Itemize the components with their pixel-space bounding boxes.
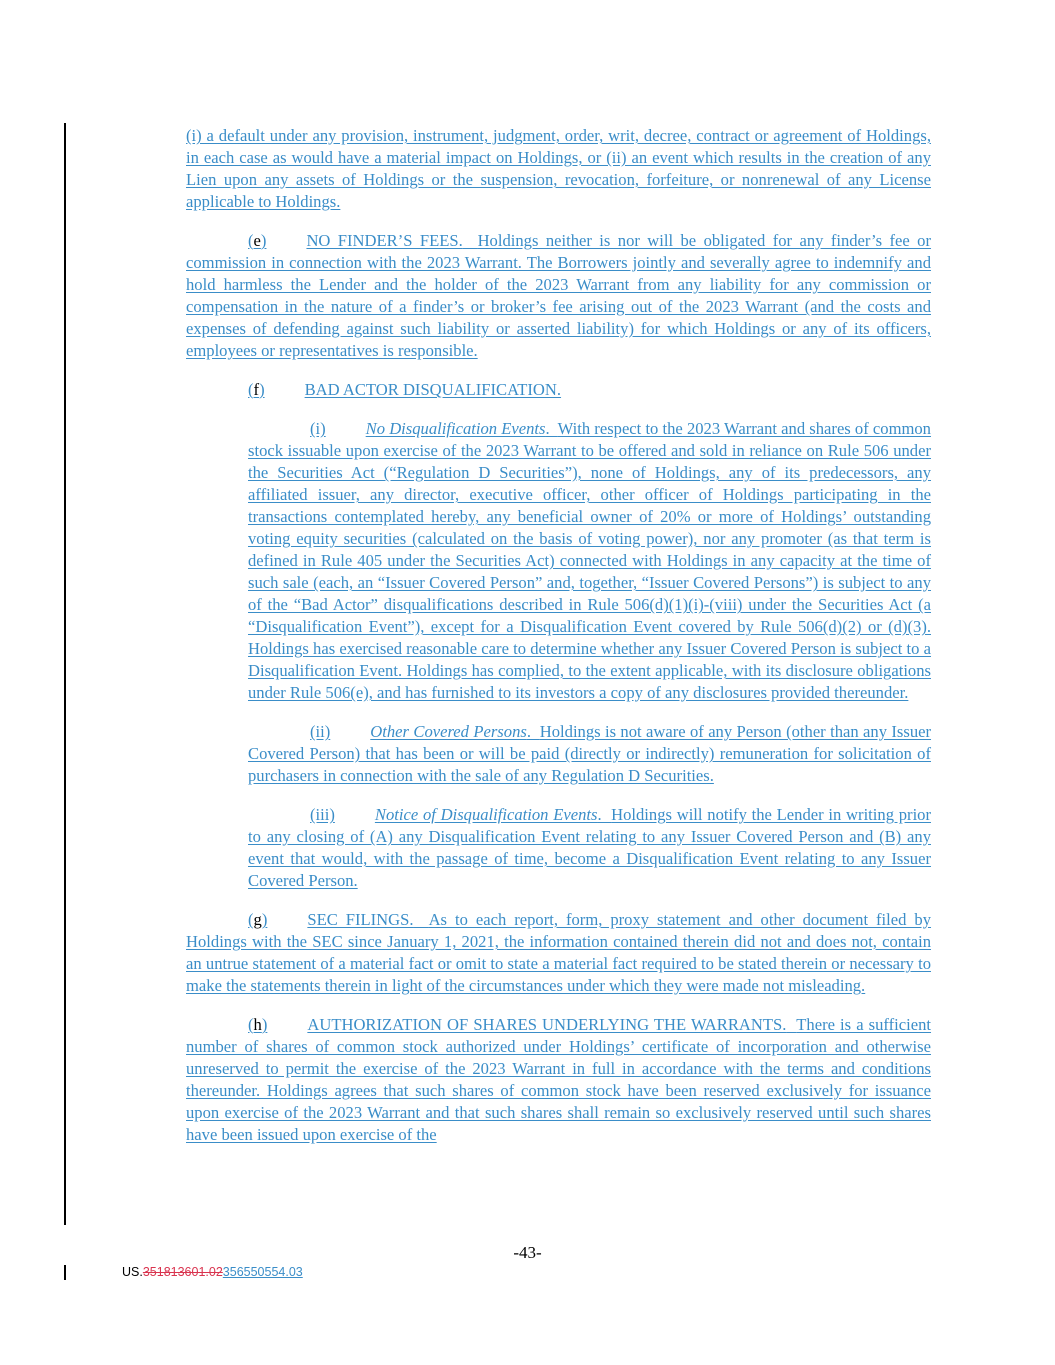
subsection-title: Notice of Disqualification Events xyxy=(374,805,598,824)
section-e xyxy=(186,230,931,362)
section-f-heading: BAD ACTOR DISQUALIFICATION. xyxy=(304,380,562,399)
subsection-text: Holdings is not aware of any Person (other than any Issuer Covered Person) that has been or will be paid (directly or indirectly) remuneration for solicitation of purchasers in connection with the sale of any Regulation D Securities. xyxy=(248,722,932,785)
section-e-heading: NO FINDER’S FEES. xyxy=(306,231,463,250)
subsection-title: Other Covered Persons xyxy=(370,722,527,741)
doc-id-prefix: US. xyxy=(122,1265,143,1279)
page-number: -43- xyxy=(513,1243,542,1262)
subsection-text: Holdings will notify the Lender in writing prior to any closing of (A) any Disqualification Event relating to any Issuer Covered Person and (B) any event that would, with the passage of time, become a Disqualification Event relating to any Issuer Covered Person. xyxy=(248,805,931,890)
section-h-heading: AUTHORIZATION OF SHARES UNDERLYING THE WARRANTS. xyxy=(307,1015,787,1034)
subsection-f-i: (i) No Disqualification Events. With respect to the 2023 Warrant and shares of common stock issuable upon exercise of the 2023 Warrant to be offered and sold in reliance on Rule 506 under the Securities Act (“Regulation D Securities”), none of Holdings, any of its predecessors, any affiliated issuer, any director, executive officer, other officer of Holdings participating in the transactions contemplated hereby, any beneficial owner of 20% or more of Holdings’ outstanding voting equity securities (calculated on the basis of voting power), nor any promoter (as that term is defined in Rule 405 under the Securities Act) connected with Holdings in any capacity at the time of such sale (each, an “Issuer Covered Person” and, together, “Issuer Covered Persons”) is subject to any of the “Bad Actor” disqualifications described in Rule 506(d)(1)(i)-(viii) under the Securities Act (a “Disqualification Event”), except for a Disqualification Event covered by Rule 506(d)(2) or (d)(3). Holdings has exercised reasonable care to determine whether any Issuer Covered Person is subject to a Disqualification Event. Holdings has complied, to the extent applicable, with its disclosure obligations under Rule 506(e), and has furnished to its investors a copy of any disclosures provided thereunder. xyxy=(248,419,931,702)
section-e-text: Holdings neither is nor will be obligated for any finder’s fee or commission in connection with the 2023 Warrant. The Borrowers jointly and severally agree to indemnify and hold harmless the Lender and the holder of the 2023 Warrant from any liability for any commission or compensation in the nature of a finder’s or broker’s fee arising out of the 2023 Warrant (and the costs and expenses of defending against such liability or asserted liability) for which Holdings or any of its officers, employees or representatives is responsible. xyxy=(186,231,932,360)
section-g-label: (g) xyxy=(248,910,268,929)
subsection-label: (ii) xyxy=(310,722,331,741)
change-bar xyxy=(64,123,66,1225)
section-g-text: As to each report, form, proxy statement and other document filed by Holdings with the SEC since January 1, 2021, the information contained therein did not and does not, contain an untrue statement of a material fact or omit to state a material fact required to be stated therein or necessary to make the statements therein in light of the circumstances under which they were made not misleading. xyxy=(186,910,932,995)
document-body xyxy=(186,125,931,1146)
section-h xyxy=(186,1014,931,1146)
section-h-label: (h) xyxy=(248,1015,268,1034)
subsection-text: With respect to the 2023 Warrant and shares of common stock issuable upon exercise of the 2023 Warrant to be offered and sold in reliance on Rule 506 under the Securities Act (“Regulation D Securities”), none of Holdings, any of its predecessors, any affiliated issuer, any director, executive officer, other officer of Holdings participating in the transactions contemplated hereby, any beneficial owner of 20% or more of Holdings’ outstanding voting equity securities (calculated on the basis of voting power), nor any promoter (as that term is defined in Rule 405 under the Securities Act) connected with Holdings in any capacity at the time of such sale (each, an “Issuer Covered Person” and, together, “Issuer Covered Persons”) is subject to any of the “Bad Actor” disqualifications described in Rule 506(d)(1)(i)-(viii) under the Securities Act (a “Disqualification Event”), except for a Disqualification Event covered by Rule 506(d)(2) or (d)(3). Holdings has exercised reasonable care to determine whether any Issuer Covered Person is subject to a Disqualification Event. Holdings has complied, to the extent applicable, with its disclosure obligations under Rule 506(e), and has furnished to its investors a copy of any disclosures provided thereunder. xyxy=(248,419,931,702)
subsection-label: (iii) xyxy=(310,805,335,824)
subsection-label: (i) xyxy=(310,419,326,438)
doc-id-deleted: 351813601.02 xyxy=(142,1265,223,1279)
section-f-label: (f) xyxy=(248,380,265,399)
doc-id-inserted: 356550554.03 xyxy=(222,1265,303,1279)
subsection-title: No Disqualification Events xyxy=(365,419,546,438)
section-g-heading: SEC FILINGS. xyxy=(307,910,414,929)
document-id xyxy=(122,1265,303,1279)
section-h-text: There is a sufficient number of shares of common stock authorized under Holdings’ certificate of incorporation and otherwise unreserved to permit the exercise of the 2023 Warrant in full in accordance with the terms and conditions thereunder. Holdings agrees that such shares of common stock have been reserved exclusively for issuance upon exercise of the 2023 Warrant and that such shares shall remain so exclusively reserved until such shares have been issued upon exercise of the xyxy=(186,1015,932,1144)
inserted-text: (i) a default under any provision, instrument, judgment, order, writ, decree, contract or agreement of Holdings, in each case as would have a material impact on Holdings, or (ii) an event which results in the creation of any Lien upon any assets of Holdings or the suspension, revocation, forfeiture, or nonrenewal of any License applicable to Holdings. xyxy=(186,126,931,211)
section-e-label: (e) xyxy=(248,231,267,250)
subsection-f-iii: (iii) Notice of Disqualification Events. Holdings will notify the Lender in writing prior to any closing of (A) any Disqualification Event relating to any Issuer Covered Person and (B) any event that would, with the passage of time, become a Disqualification Event relating to any Issuer Covered Person. xyxy=(248,805,931,890)
subsection-f-ii: (ii) Other Covered Persons. Holdings is not aware of any Person (other than any Issuer Covered Person) that has been or will be paid (directly or indirectly) remuneration for solicitation of purchasers in connection with the sale of any Regulation D Securities. xyxy=(248,722,932,785)
change-bar-footer xyxy=(64,1265,66,1280)
continuation-paragraph xyxy=(186,125,931,213)
section-g xyxy=(186,909,931,997)
section-f xyxy=(186,379,931,401)
